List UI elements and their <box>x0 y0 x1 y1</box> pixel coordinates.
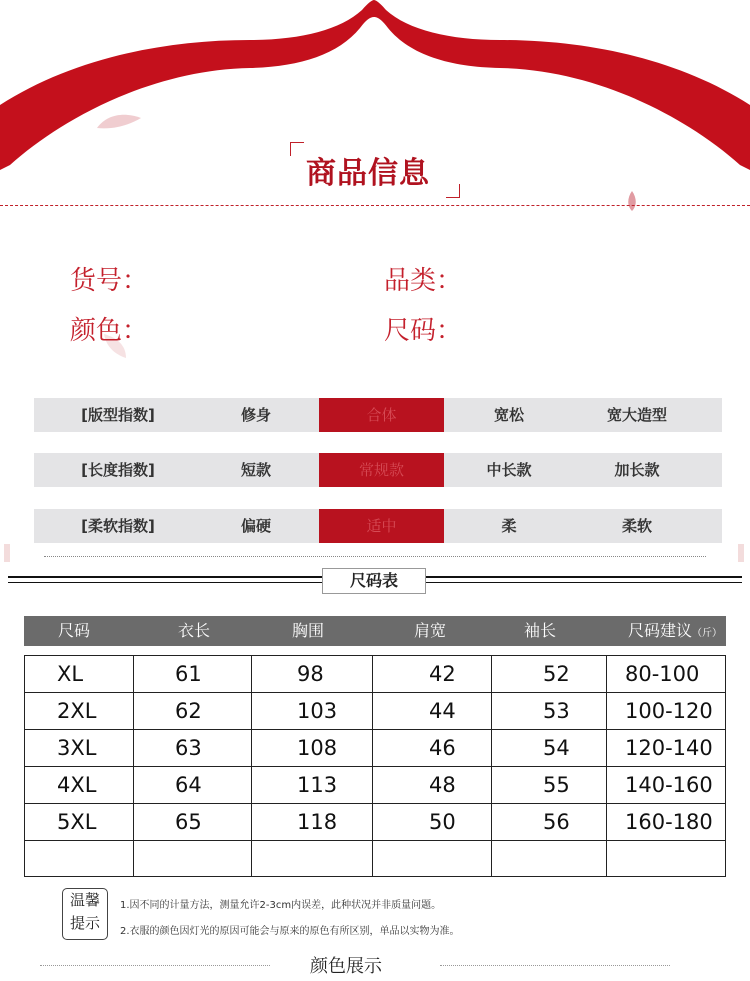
cell-sleeve: 52 <box>543 662 570 686</box>
header-unit: （斤） <box>692 628 723 639</box>
petal-decoration <box>625 190 639 212</box>
item-number-label: 货号： <box>70 266 149 296</box>
tips-badge-line1: 温馨 <box>69 891 100 909</box>
cell-chest: 118 <box>297 810 338 834</box>
cell-length: 63 <box>175 736 202 760</box>
table-row <box>25 767 725 804</box>
fit-option-1: 修身 <box>240 406 271 424</box>
size-label: 尺码： <box>384 316 463 346</box>
size-chart-title: 尺码表 <box>322 568 426 594</box>
softness-index-row <box>34 509 722 543</box>
softness-option-1: 偏硬 <box>240 517 271 535</box>
tips-badge <box>62 888 108 940</box>
cell-sleeve: 54 <box>543 736 570 760</box>
color-display-left-line <box>40 965 270 966</box>
cell-shoulder: 50 <box>429 810 456 834</box>
title-corner-bottom-right <box>446 184 460 198</box>
section-title <box>290 140 460 200</box>
cell-size: XL <box>57 662 84 686</box>
cell-chest: 103 <box>297 699 338 723</box>
tip-line-1: 1.因不同的计量方法，测量允许2-3cm内误差，此种状况并非质量问题。 <box>120 900 442 911</box>
cell-shoulder: 48 <box>429 773 456 797</box>
cell-sleeve: 56 <box>543 810 570 834</box>
cell-length: 64 <box>175 773 202 797</box>
cell-length: 61 <box>175 662 202 686</box>
cell-size: 2XL <box>57 699 97 723</box>
fit-index-label: [版型指数] <box>81 406 155 424</box>
header-sleeve: 袖长 <box>524 621 557 640</box>
table-row <box>25 841 725 878</box>
color-display-label: 颜色展示 <box>310 956 382 977</box>
length-option-4: 加长款 <box>614 461 660 479</box>
cell-size: 5XL <box>57 810 97 834</box>
red-dashed-divider <box>0 205 750 206</box>
cell-shoulder: 44 <box>429 699 456 723</box>
table-row <box>25 730 725 767</box>
cell-recommendation: 120-140 <box>625 736 713 760</box>
cell-length: 65 <box>175 810 202 834</box>
header-recommendation-label: 尺码建议 <box>628 621 693 640</box>
tip-line-2: 2.衣服的颜色因灯光的原因可能会与原来的原色有所区别，单品以实物为准。 <box>120 926 460 937</box>
page-title: 商品信息 <box>306 156 430 191</box>
softness-option-2-selected: 适中 <box>319 509 444 543</box>
softness-option-3: 柔 <box>501 517 517 535</box>
category-label: 品类： <box>384 266 463 296</box>
cell-recommendation: 160-180 <box>625 810 713 834</box>
size-table-header <box>24 616 726 646</box>
cell-chest: 113 <box>297 773 338 797</box>
fit-option-4: 宽大造型 <box>606 406 667 424</box>
cell-shoulder: 42 <box>429 662 456 686</box>
table-row <box>25 656 725 693</box>
cell-sleeve: 53 <box>543 699 570 723</box>
header-recommendation <box>628 616 722 646</box>
header-length: 衣长 <box>178 621 211 640</box>
cell-sleeve: 55 <box>543 773 570 797</box>
cell-recommendation: 100-120 <box>625 699 713 723</box>
fit-index-row <box>34 398 722 432</box>
side-mark <box>738 544 744 562</box>
table-row <box>25 693 725 730</box>
cell-length: 62 <box>175 699 202 723</box>
title-corner-top-left <box>290 142 304 156</box>
cell-chest: 108 <box>297 736 338 760</box>
length-index-row <box>34 453 722 487</box>
length-option-2-selected: 常规款 <box>319 453 444 487</box>
size-table <box>24 655 726 877</box>
length-index-label: [长度指数] <box>81 461 155 479</box>
petal-decoration <box>95 108 145 138</box>
header-chest: 胸围 <box>292 621 325 640</box>
color-display-right-line <box>440 965 670 966</box>
side-mark <box>4 544 10 562</box>
header-size: 尺码 <box>58 621 91 640</box>
table-row <box>25 804 725 841</box>
fit-option-2-selected: 合体 <box>319 398 444 432</box>
cell-recommendation: 140-160 <box>625 773 713 797</box>
color-display-section <box>0 952 750 980</box>
length-option-3: 中长款 <box>486 461 532 479</box>
softness-option-4: 柔软 <box>621 517 652 535</box>
fit-option-3: 宽松 <box>493 406 524 424</box>
cell-size: 3XL <box>57 736 97 760</box>
cell-size: 4XL <box>57 773 97 797</box>
dotted-divider <box>44 556 706 557</box>
length-option-1: 短款 <box>240 461 271 479</box>
header-shoulder: 肩宽 <box>414 621 447 640</box>
cell-recommendation: 80-100 <box>625 662 700 686</box>
softness-index-label: [柔软指数] <box>81 517 155 535</box>
cell-shoulder: 46 <box>429 736 456 760</box>
cell-chest: 98 <box>297 662 324 686</box>
color-label: 颜色： <box>70 316 149 346</box>
tips-badge-line2: 提示 <box>69 914 100 932</box>
